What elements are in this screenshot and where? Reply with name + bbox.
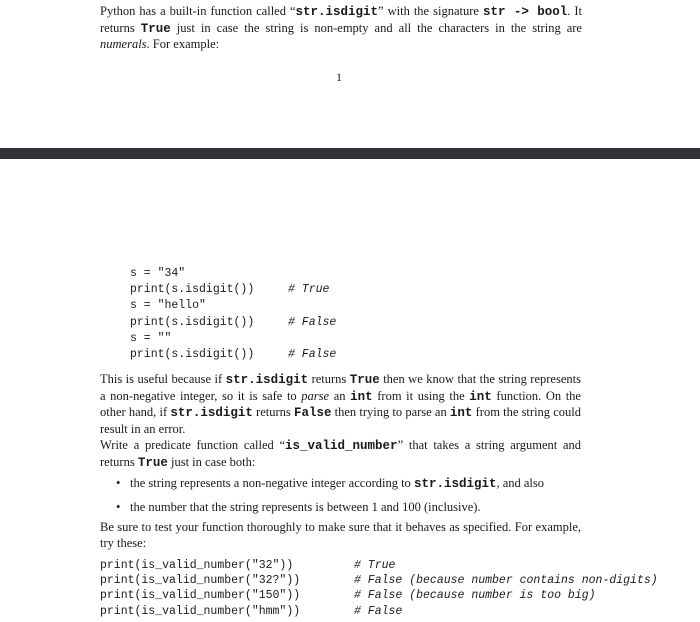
code-text: print(is_valid_number("32")) (100, 559, 294, 572)
page-separator-bar (0, 148, 700, 159)
list-item (116, 500, 586, 516)
code-comment: # False (because number is too big) (354, 589, 596, 603)
intro-text: . It returns (100, 4, 582, 35)
code-text: print(s.isdigit()) (130, 348, 255, 362)
code-text: print(s.isdigit()) (130, 315, 255, 329)
code-line (130, 331, 336, 347)
inline-code: str.isdigit (225, 373, 309, 387)
code-line (100, 588, 658, 603)
intro-text: . For example: (146, 37, 220, 51)
code-text: print(s.isdigit()) (130, 283, 255, 297)
paragraph-text: This is useful because if (100, 372, 226, 386)
testing-paragraph: Be sure to test your function thoroughly to make sure that it behaves as specified. For example, try these: (100, 520, 581, 550)
list-item-text: , and also (496, 476, 545, 490)
code-line (100, 573, 658, 588)
paragraph-text: Write a predicate function called “ (100, 438, 286, 452)
code-comment: # True (354, 559, 396, 572)
list-item-text: the number that the string represents is between 1 and 100 (inclusive). (130, 499, 481, 514)
bold-true: True (140, 21, 171, 36)
code-line (100, 604, 658, 619)
paragraph-text: from it using the (372, 388, 470, 403)
code-line (130, 282, 336, 298)
code-line (130, 315, 336, 331)
page-number: 1 (336, 70, 342, 84)
code-comment: # False (288, 315, 337, 329)
list-item-text: the string represents a non-negative integer according to (130, 476, 414, 490)
code-comment: # True (288, 283, 330, 297)
code-text: s = "34" (130, 267, 186, 280)
inline-code-function-name: is_valid_number (285, 439, 398, 453)
code-text: print(is_valid_number("32?")) (100, 574, 301, 588)
bold-true: True (349, 373, 380, 387)
paragraph-text: returns (308, 372, 350, 386)
inline-code: int (350, 389, 373, 404)
emphasis-parse: parse (301, 388, 330, 403)
paragraph-text: function. On the other hand, if (100, 388, 581, 420)
code-text: s = "" (130, 331, 172, 345)
intro-text: just in case the string is non-empty and all the characters in the string are (170, 20, 582, 35)
paragraph-text: then trying to parse an (331, 405, 450, 420)
bold-true: True (137, 455, 168, 470)
inline-code: int (469, 389, 492, 404)
test-code-block (100, 558, 658, 619)
intro-text: ” with the signature (378, 4, 483, 18)
intro-paragraph (100, 4, 582, 53)
bold-false: False (293, 406, 332, 421)
task-paragraph (100, 438, 581, 471)
bullet-icon: • (116, 476, 121, 490)
paragraph-text: just in case both: (167, 454, 256, 469)
emphasis-numerals: numerals (100, 37, 147, 51)
code-comment: # False (354, 604, 403, 618)
inline-code-signature: str -> bool (482, 5, 568, 19)
inline-code: str.isdigit (413, 477, 497, 491)
code-line (130, 298, 336, 314)
code-text: s = "hello" (130, 299, 206, 313)
inline-code: int (449, 406, 473, 421)
inline-code: str.isdigit (170, 406, 253, 421)
code-comment: # False (288, 348, 337, 362)
paragraph-text: an (329, 388, 351, 403)
paragraph-text: ” that takes a string argument and returns (100, 438, 581, 469)
code-text: print(is_valid_number("hmm")) (100, 604, 301, 618)
code-line (100, 558, 658, 573)
intro-text: Python has a built-in function called “ (100, 4, 296, 18)
paragraph-text: from the string could result in an error. (100, 405, 582, 436)
list-item (116, 476, 586, 493)
code-line (130, 347, 336, 363)
example-code-block (130, 266, 336, 363)
code-text: print(is_valid_number("150")) (100, 589, 301, 603)
paragraph-text: returns (252, 405, 294, 420)
requirements-list (116, 476, 586, 522)
explanation-paragraph (100, 372, 581, 437)
paragraph-text: then we know that the string represents a non-negative integer, so it is safe to (100, 372, 581, 403)
inline-code-isdigit: str.isdigit (295, 5, 379, 19)
code-line (130, 266, 336, 282)
bullet-icon: • (116, 499, 121, 514)
code-comment: # False (because number contains non-digits) (354, 574, 658, 588)
